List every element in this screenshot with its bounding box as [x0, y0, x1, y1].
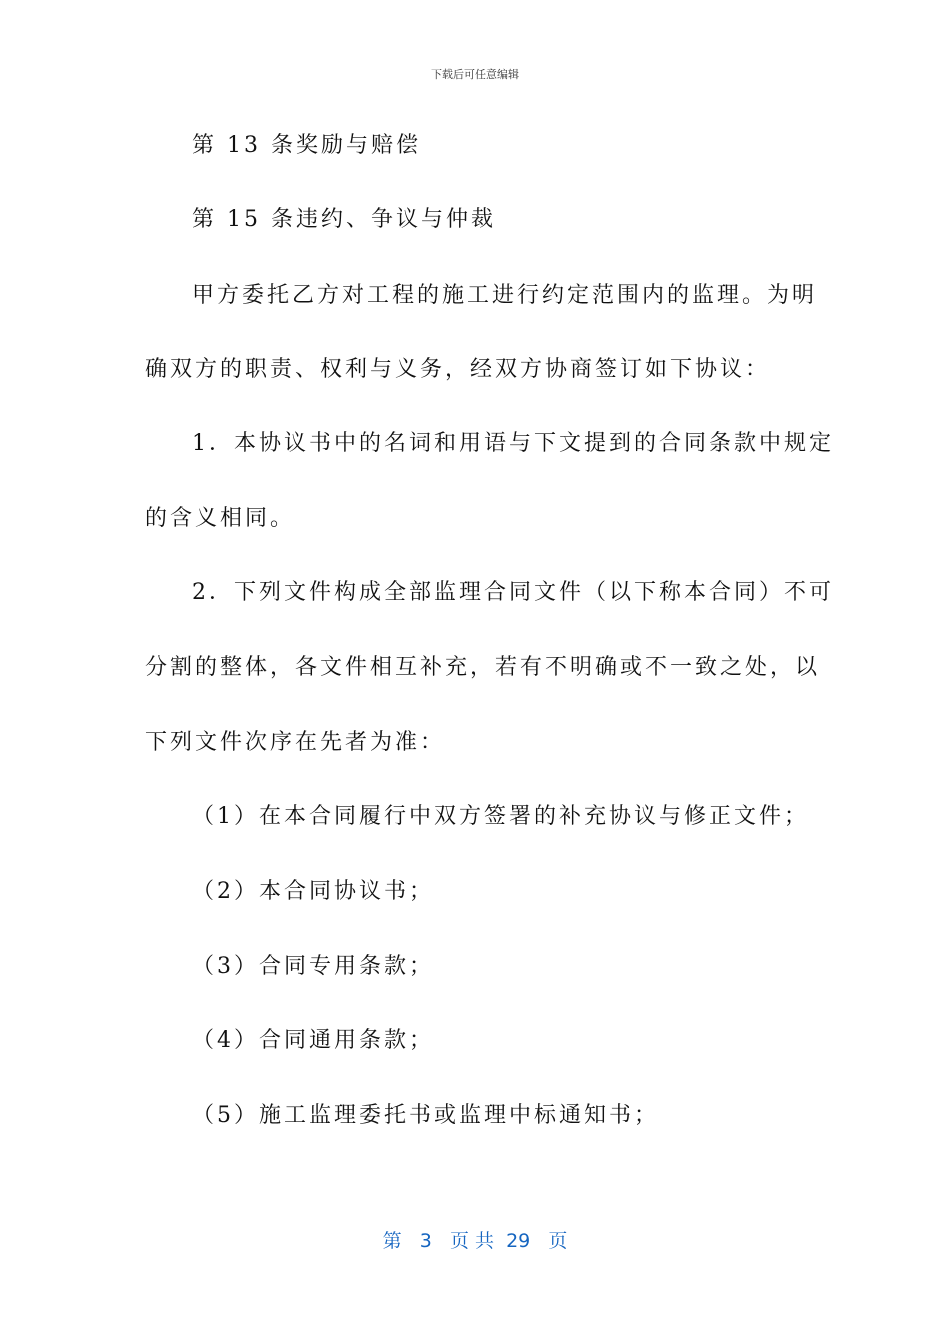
list-item: （4）合同通用条款；: [192, 1028, 434, 1053]
page-number-footer: [0, 1226, 950, 1253]
footer-suffix: 页: [548, 1230, 568, 1252]
list-item: （5）施工监理委托书或监理中标通知书；: [192, 1103, 659, 1128]
list-item: （2）本合同协议书；: [192, 879, 434, 904]
total-pages: 29: [506, 1230, 531, 1252]
paragraph-line: 1．本协议书中的名词和用语与下文提到的合同条款中规定: [192, 431, 834, 456]
list-item: （1）在本合同履行中双方签署的补充协议与修正文件；: [192, 804, 809, 829]
paragraph-line: 的含义相同。: [145, 506, 296, 531]
paragraph-line: 2．下列文件构成全部监理合同文件（以下称本合同）不可: [192, 580, 834, 605]
paragraph-line: 下列文件次序在先者为准：: [145, 730, 446, 755]
list-item: （3）合同专用条款；: [192, 954, 434, 979]
clause-13-heading: 第 13 条奖励与赔偿: [192, 133, 421, 158]
footer-middle: 页 共: [449, 1230, 494, 1252]
current-page: 3: [419, 1230, 432, 1252]
clause-15-heading: 第 15 条违约、争议与仲裁: [192, 207, 496, 232]
footer-prefix: 第: [382, 1230, 402, 1252]
paragraph-line: 分割的整体，各文件相互补充，若有不明确或不一致之处，以: [145, 655, 821, 680]
page-header: 下载后可任意编辑: [431, 68, 519, 81]
paragraph-line: 甲方委托乙方对工程的施工进行约定范围内的监理。为明: [192, 283, 818, 308]
paragraph-line: 确双方的职责、权利与义务，经双方协商签订如下协议：: [145, 357, 771, 382]
